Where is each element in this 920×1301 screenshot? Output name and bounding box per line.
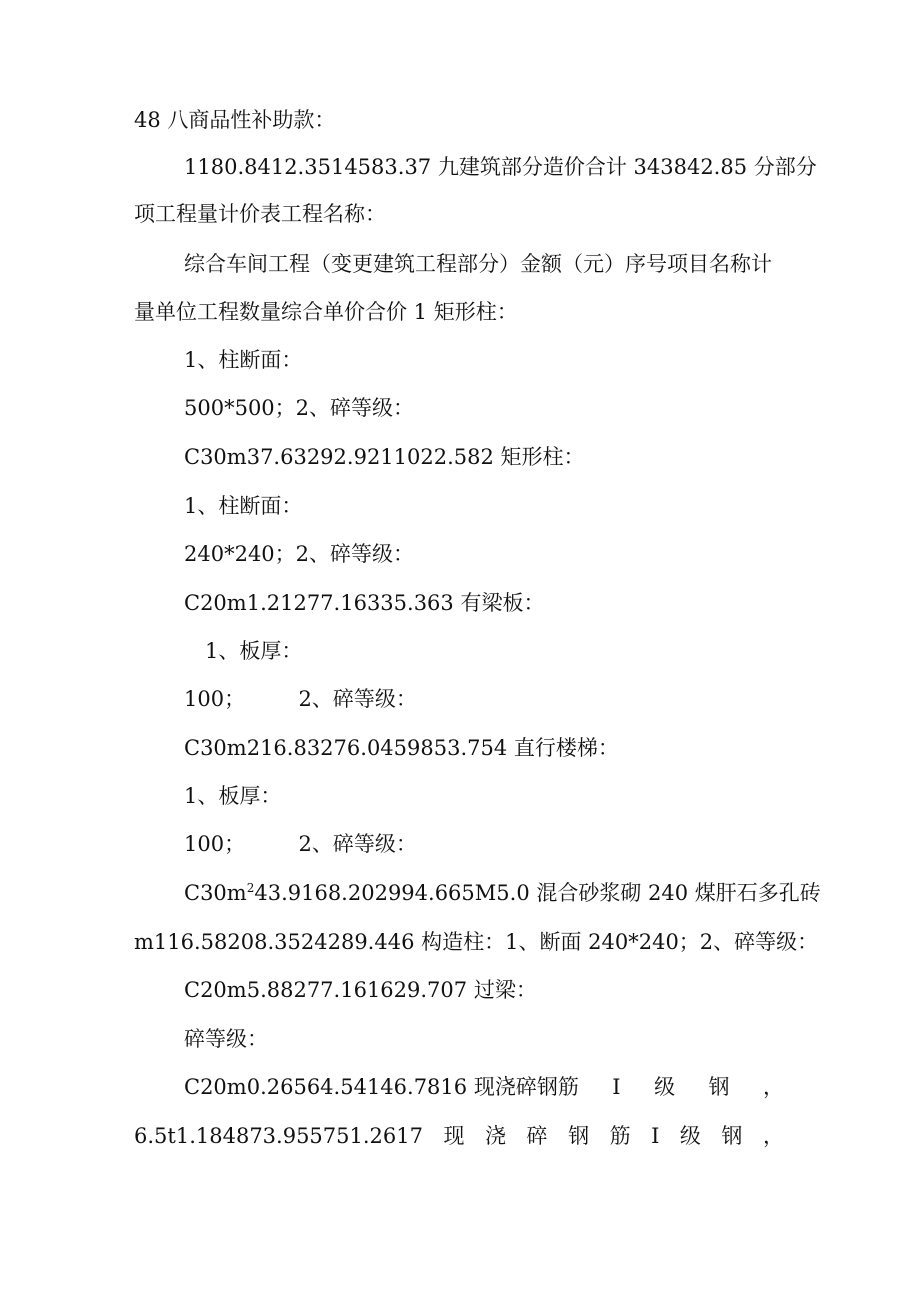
text-line-21-part-1: C20m0.26564.54146.7816 现浇碎钢筋 xyxy=(184,1075,579,1099)
text-line-22-part-4: 碎 xyxy=(526,1124,548,1148)
text-line-17 xyxy=(184,879,821,907)
text-line-1: 48 八商品性补助款： xyxy=(134,108,336,132)
text-line-21-part-5: ， xyxy=(763,1075,784,1099)
text-line-4: 综合车间工程（变更建筑工程部分）金额（元）序号项目名称计 xyxy=(184,252,772,276)
text-line-2: 1180.8412.3514583.37 九建筑部分造价合计 343842.85 分部分 xyxy=(184,155,817,179)
text-line-13: 100； 2、碎等级： xyxy=(184,687,417,711)
text-line-21 xyxy=(184,1073,784,1101)
text-line-22-part-6: 筋 xyxy=(609,1124,631,1148)
text-line-18: m116.58208.3524289.446 构造柱：1、断面 240*240；2、碎等级： xyxy=(134,930,819,954)
text-line-22-part-10: ， xyxy=(762,1124,784,1148)
text-line-21-part-3: 级 xyxy=(654,1075,676,1099)
text-line-12: 1、板厚： xyxy=(205,639,303,663)
text-line-11: C20m1.21277.16335.363 有梁板： xyxy=(184,591,545,615)
text-line-22-part-8: 级 xyxy=(679,1124,701,1148)
text-line-22 xyxy=(134,1122,784,1150)
text-line-22-part-3: 浇 xyxy=(485,1124,507,1148)
text-line-5: 量单位工程数量综合单价合价 1 矩形柱： xyxy=(134,300,518,324)
text-line-3: 项工程量计价表工程名称： xyxy=(134,202,386,226)
text-line-8: C30m37.63292.9211022.582 矩形柱： xyxy=(184,445,585,469)
text-line-6: 1、柱断面： xyxy=(184,348,303,372)
text-line-21-part-2: I xyxy=(612,1075,621,1099)
text-line-14: C30m216.83276.0459853.754 直行楼梯： xyxy=(184,736,619,760)
text-line-20: 碎等级： xyxy=(184,1027,268,1051)
text-line-22-part-5: 钢 xyxy=(568,1124,590,1148)
text-line-9: 1、柱断面： xyxy=(184,494,303,518)
text-line-19: C20m5.88277.161629.707 过梁： xyxy=(184,978,537,1002)
text-line-10: 240*240；2、碎等级： xyxy=(184,542,415,566)
text-line-16: 100； 2、碎等级： xyxy=(184,832,417,856)
text-line-22-part-1: 6.5t1.184873.955751.2617 xyxy=(134,1124,423,1148)
text-line-22-part-9: 钢 xyxy=(721,1124,743,1148)
text-line-22-part-2: 现 xyxy=(443,1124,465,1148)
superscript-2: 2 xyxy=(246,881,255,895)
text-line-17-prefix: C30m xyxy=(184,881,247,905)
text-line-15: 1、板厚： xyxy=(184,784,282,808)
text-line-22-part-7: I xyxy=(651,1124,660,1148)
text-line-7: 500*500；2、碎等级： xyxy=(184,396,415,420)
text-line-17-rest: 43.9168.202994.665M5.0 混合砂浆砌 240 煤肝石多孔砖 xyxy=(254,881,821,905)
text-line-21-part-4: 钢 xyxy=(708,1075,730,1099)
